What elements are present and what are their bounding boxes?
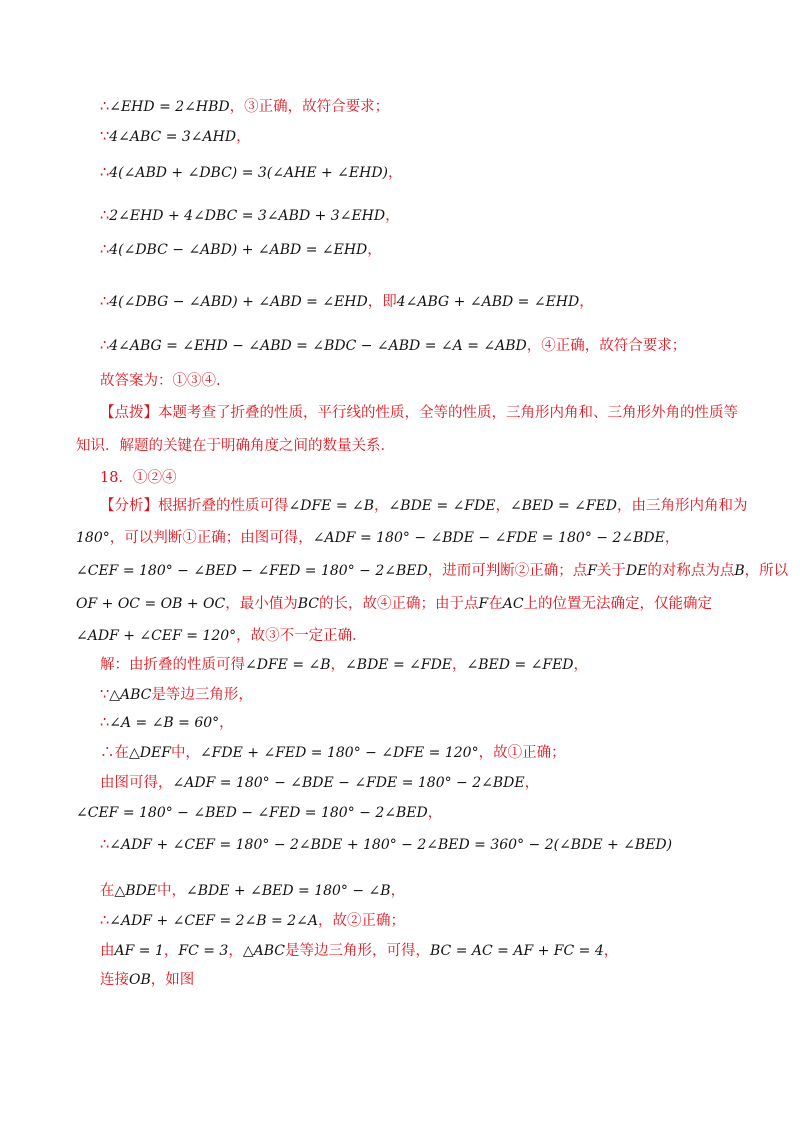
text-line-l8 <box>100 371 221 391</box>
text-fragment: ， <box>219 715 234 731</box>
math-expression: FC = 3 <box>178 943 229 959</box>
text-fragment: ，由三角形内角和为 <box>617 498 748 514</box>
text-fragment: ∴ <box>100 242 110 258</box>
text-line-l3 <box>100 163 403 183</box>
math-expression: 4∠ABG + ∠ABD = ∠EHD <box>396 294 580 310</box>
text-line-l1 <box>100 97 389 117</box>
text-fragment: ， <box>452 657 467 673</box>
math-expression: ∠BED = ∠FED <box>510 498 618 514</box>
math-expression: AC <box>502 596 524 612</box>
text-fragment: ∴ <box>100 294 110 310</box>
text-fragment: ，可以判断①正确；由图可得， <box>109 530 313 546</box>
math-expression: F <box>478 596 489 612</box>
text-fragment: 解：由折叠的性质可得 <box>100 657 245 673</box>
math-expression: BC = AC = AF + FC = 4 <box>429 943 604 959</box>
text-fragment: ， <box>427 805 443 821</box>
text-fragment: ，最小值为 <box>225 596 298 612</box>
text-fragment: ∴ <box>100 165 110 181</box>
text-fragment: ，故②正确； <box>317 913 405 929</box>
text-line-l6 <box>100 292 594 312</box>
math-expression: △ABC <box>109 687 152 703</box>
math-expression: ∠BDE + ∠BED = 180° − ∠B <box>186 883 391 899</box>
text-fragment: ， <box>388 165 403 181</box>
text-line-l25 <box>100 911 405 931</box>
math-expression: ∠BED = ∠FED <box>466 657 574 673</box>
text-line-l9 <box>100 403 738 423</box>
text-line-l15 <box>76 594 712 614</box>
text-fragment: ， <box>603 943 619 959</box>
math-expression: ∠DFE = ∠B <box>288 498 375 514</box>
text-fragment: ，③正确，故符合要求； <box>229 99 390 115</box>
text-fragment: ∴ <box>100 99 110 115</box>
text-fragment: 在 <box>488 596 503 612</box>
math-expression: ∠ADF + ∠CEF = 2∠B = 2∠A <box>109 913 318 929</box>
math-expression: ∠FDE + ∠FED = 180° − ∠DFE = 120° <box>199 745 479 761</box>
text-fragment: ， <box>367 242 382 258</box>
text-fragment: ， <box>385 208 400 224</box>
text-fragment: 关于 <box>596 563 626 579</box>
text-line-l4 <box>100 206 400 226</box>
math-expression: ∠BDE = ∠FDE <box>388 498 496 514</box>
math-expression: 4(∠DBG − ∠ABD) + ∠ABD = ∠EHD <box>109 294 368 310</box>
text-line-l11 <box>100 468 176 488</box>
text-line-l19 <box>100 713 234 733</box>
text-fragment: 是等边三角形， <box>151 687 253 703</box>
text-fragment: ， <box>330 657 346 673</box>
math-expression: BC <box>297 596 319 612</box>
text-fragment: ， <box>573 657 589 673</box>
text-line-l26 <box>100 941 618 961</box>
text-line-l21 <box>100 773 539 793</box>
text-fragment: ，进而可判断②正确；点 <box>427 563 588 579</box>
math-expression: ∠ADF = 180° − ∠BDE − ∠FDE = 180° − 2∠BDE <box>172 775 525 791</box>
math-expression: DE <box>625 563 648 579</box>
text-line-l12 <box>100 496 748 516</box>
math-expression: △DEF <box>129 745 171 761</box>
text-fragment: 的对称点为点 <box>647 563 735 579</box>
text-fragment: ，即 <box>367 294 397 310</box>
text-fragment: ∴ <box>100 208 110 224</box>
math-expression: 2∠EHD + 4∠DBC = 3∠ABD + 3∠EHD <box>109 208 386 224</box>
text-line-l10 <box>76 436 395 456</box>
text-fragment: ∵ <box>100 687 110 703</box>
text-line-l7 <box>100 336 686 356</box>
math-expression: 4(∠DBC − ∠ABD) + ∠ABD = ∠EHD <box>109 242 368 258</box>
text-fragment: 中， <box>170 745 200 761</box>
text-fragment: ∴ <box>100 715 110 731</box>
text-fragment: ， <box>664 530 680 546</box>
text-line-l16 <box>76 626 367 646</box>
text-fragment: ，故①正确； <box>478 745 566 761</box>
math-expression: 4(∠ABD + ∠DBC) = 3(∠AHE + ∠EHD) <box>109 165 389 181</box>
math-expression: ∠CEF = 180° − ∠BED − ∠FED = 180° − 2∠BED <box>76 805 428 821</box>
math-expression: 180° <box>76 530 110 546</box>
text-fragment: ， <box>579 294 594 310</box>
text-line-l18 <box>100 685 253 705</box>
math-expression: ∠DFE = ∠B <box>245 657 331 673</box>
math-expression: ∠BDE = ∠FDE <box>345 657 453 673</box>
text-fragment: 18．①②④ <box>100 470 177 486</box>
text-fragment: 【点拨】本题考查了折叠的性质，平行线的性质，全等的性质，三角形内角和、三角形外角的性质等 <box>100 405 738 421</box>
text-fragment: ， <box>374 498 389 514</box>
text-line-l2 <box>100 127 251 147</box>
text-line-l5 <box>100 240 382 260</box>
text-line-l20 <box>100 743 566 763</box>
text-fragment: ， <box>495 498 511 514</box>
text-fragment: 的长，故④正确；由于点 <box>319 596 479 612</box>
math-expression: OF + OC = OB + OC <box>76 596 226 612</box>
text-fragment: 上的位置无法确定，仅能确定 <box>523 596 713 612</box>
math-expression: OB <box>129 972 151 988</box>
text-line-l27 <box>100 970 194 990</box>
text-fragment: ∴在 <box>100 745 129 761</box>
text-fragment: ， <box>228 943 243 959</box>
math-expression: 4∠ABC = 3∠AHD <box>109 129 237 145</box>
text-fragment: 中， <box>157 883 186 899</box>
math-expression: ∠A = ∠B = 60° <box>109 715 220 731</box>
text-fragment: ∴ <box>100 837 110 853</box>
text-line-l13 <box>76 528 679 548</box>
text-fragment: 在 <box>100 883 115 899</box>
text-fragment: 连接 <box>100 972 129 988</box>
math-expression: B <box>734 563 745 579</box>
text-fragment: 由 <box>100 943 115 959</box>
math-expression: ∠EHD = 2∠HBD <box>109 99 230 115</box>
text-fragment: ∴ <box>100 338 110 354</box>
text-fragment: 故答案为：①③④. <box>100 373 221 389</box>
math-expression: ∠ADF + ∠CEF = 120° <box>76 628 237 644</box>
text-fragment: 是等边三角形，可得， <box>284 943 430 959</box>
text-line-l23 <box>100 835 672 855</box>
text-fragment: ，故③不一定正确． <box>236 628 367 644</box>
text-fragment: ，④正确，故符合要求； <box>526 338 687 354</box>
text-fragment: ，如图 <box>150 972 195 988</box>
text-fragment: 知识．解题的关键在于明确角度之间的数量关系． <box>76 438 395 454</box>
text-line-l24 <box>100 881 405 901</box>
math-expression: 4∠ABG = ∠EHD − ∠ABD = ∠BDC − ∠ABD = ∠A = ∠ABD <box>109 338 527 354</box>
text-line-l17 <box>100 655 588 675</box>
math-expression: ∠ADF + ∠CEF = 180° − 2∠BDE + 180° − 2∠BED = 360° − 2(∠BDE + ∠BED) <box>109 837 673 853</box>
text-fragment: ， <box>163 943 179 959</box>
text-fragment: ， <box>236 129 251 145</box>
text-fragment: ，所以 <box>744 563 789 579</box>
text-line-l22 <box>76 803 442 823</box>
math-expression: △BDE <box>114 883 157 899</box>
math-expression: F <box>587 563 597 579</box>
text-fragment: ∴ <box>100 913 110 929</box>
text-fragment: 由图可得， <box>100 775 173 791</box>
text-fragment: ， <box>390 883 406 899</box>
math-expression: ∠CEF = 180° − ∠BED − ∠FED = 180° − 2∠BED <box>76 563 428 579</box>
text-fragment: ， <box>524 775 540 791</box>
text-fragment: 【分析】根据折叠的性质可得 <box>100 498 289 514</box>
math-expression: △ABC <box>242 943 285 959</box>
math-expression: AF = 1 <box>114 943 164 959</box>
math-expression: ∠ADF = 180° − ∠BDE − ∠FDE = 180° − 2∠BDE <box>312 530 665 546</box>
text-fragment: ∵ <box>100 129 110 145</box>
text-line-l14 <box>76 561 788 581</box>
